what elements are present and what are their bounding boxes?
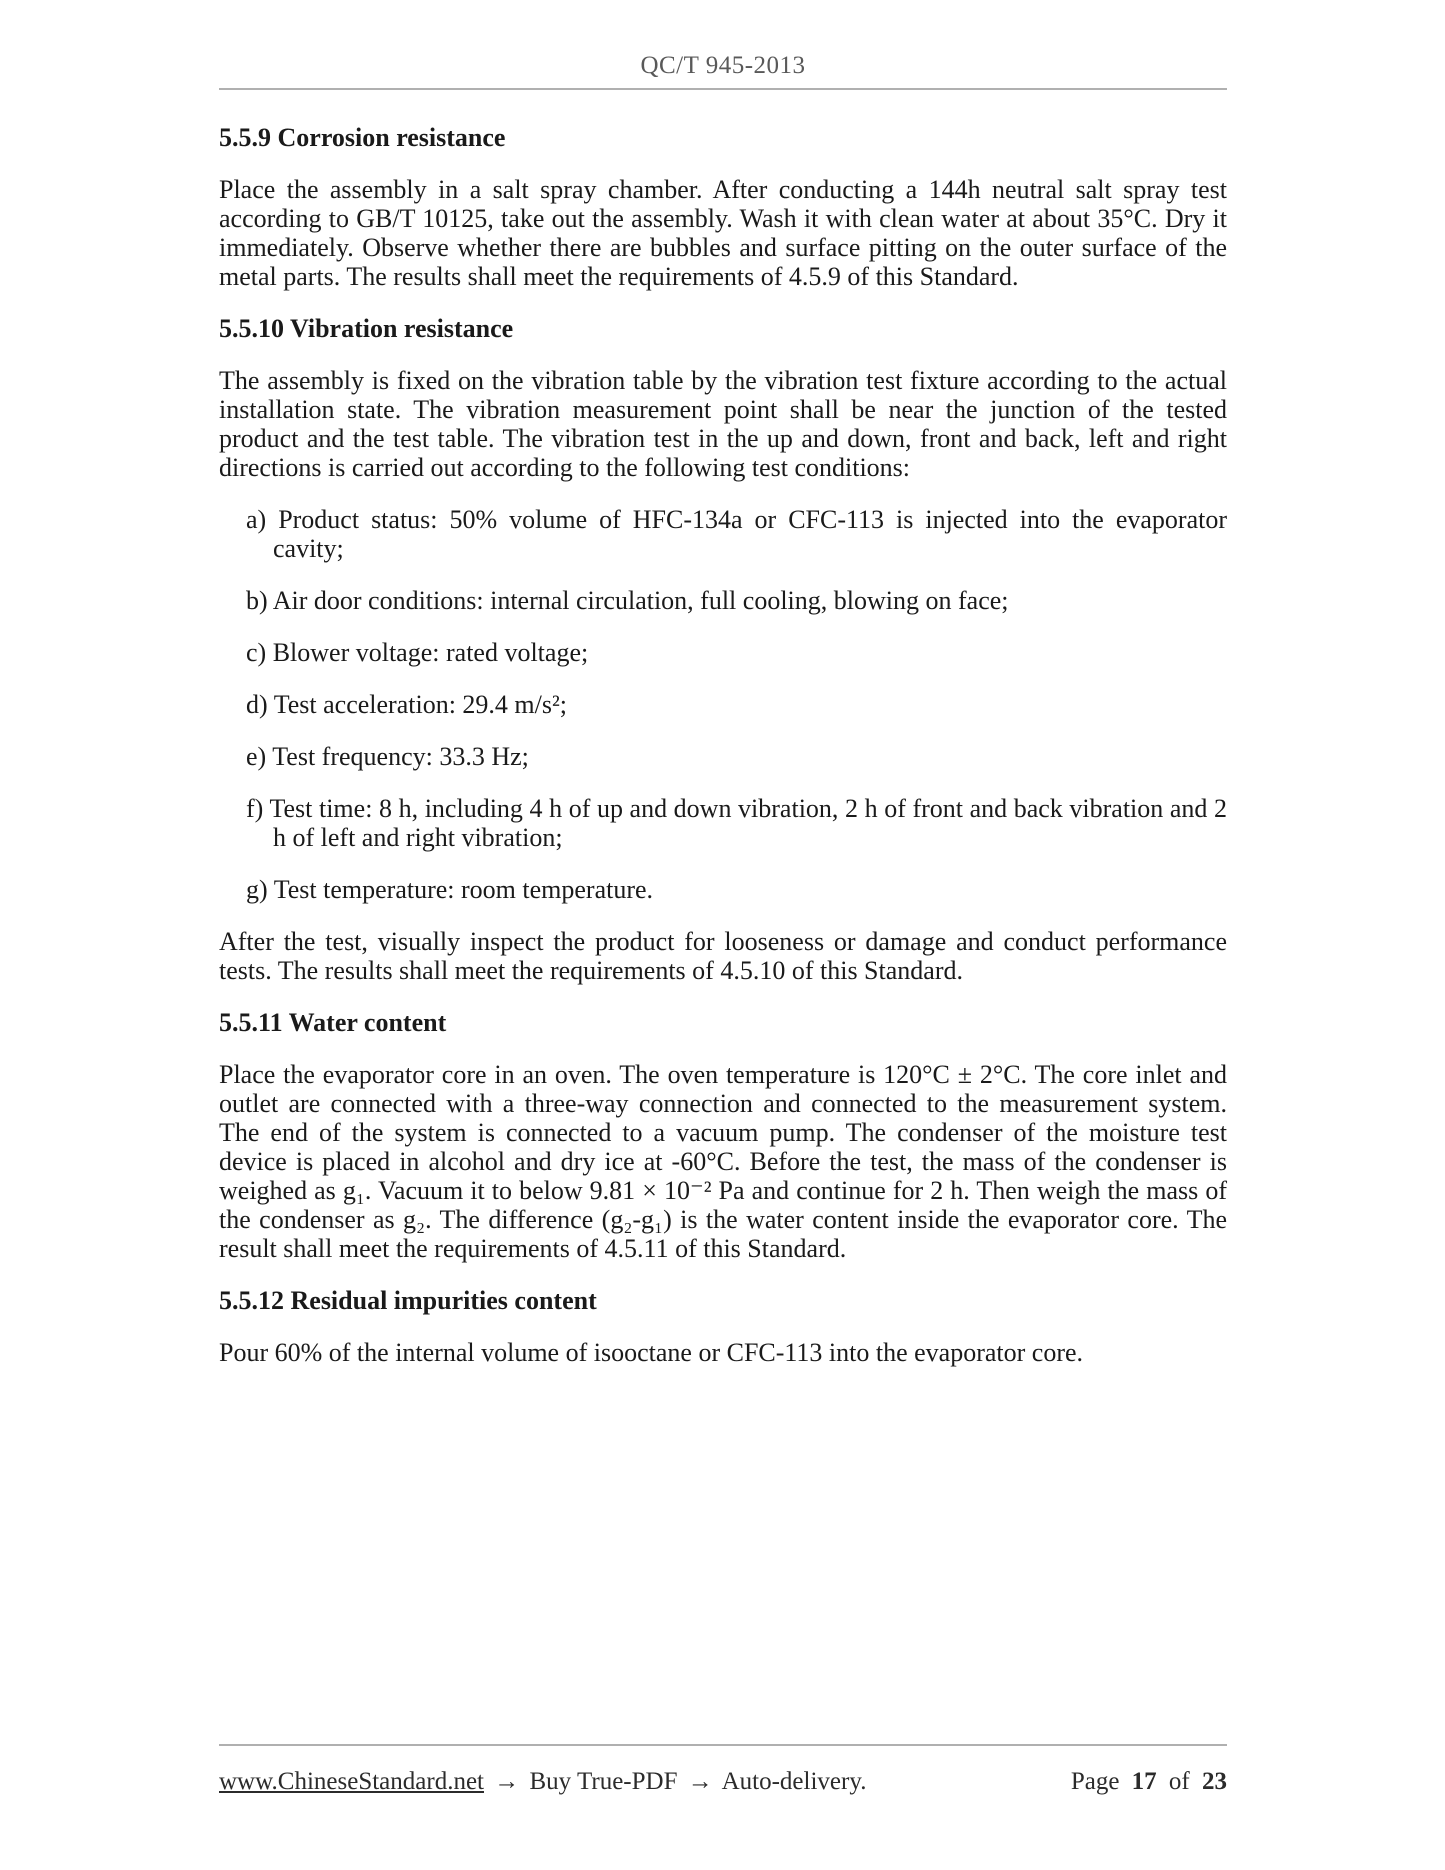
footer-divider [219, 1744, 1227, 1746]
page-label: Page [1070, 1768, 1120, 1795]
paragraph-after-vibration-test: After the test, visually inspect the product for looseness or damage and conduct performance tests. The results shall meet the requirements of 4.5.10 of this Standard. [219, 927, 1227, 985]
page-indicator [1065, 1768, 1227, 1796]
paragraph-residual-impurities: Pour 60% of the internal volume of isooctane or CFC-113 into the evaporator core. [219, 1338, 1084, 1367]
page-number: 17 [1131, 1768, 1157, 1795]
section-heading-5-5-11: 5.5.11 Water content [219, 1008, 447, 1037]
document-body [219, 100, 1227, 1390]
footer-row [219, 1768, 1227, 1796]
list-item-d: d) Test acceleration: 29.4 m/s²; [246, 690, 568, 719]
document-footer [219, 1744, 1227, 1796]
list-item-b: b) Air door conditions: internal circulation, full cooling, blowing on face; [246, 586, 1009, 615]
footer-promo [219, 1768, 870, 1796]
page-total: 23 [1202, 1768, 1227, 1795]
document-header [219, 0, 1227, 90]
list-item-c: c) Blower voltage: rated voltage; [246, 638, 589, 667]
of-label: of [1168, 1768, 1190, 1795]
paragraph-corrosion-resistance: Place the assembly in a salt spray chamber. After conducting a 144h neutral salt spray test according to GB/T 10125, take out the assembly. Wash it with clean water at about 35°C. Dry it immediately. Observe whether there are bubbles and surface pitting on the outer surface of the metal parts. The results shall meet the requirements of 4.5.9 of this Standard. [219, 175, 1227, 291]
header-divider [219, 88, 1227, 90]
header-standard-number: QC/T 945-2013 [640, 52, 806, 79]
section-heading-5-5-10: 5.5.10 Vibration resistance [219, 314, 514, 343]
list-item-a: a) Product status: 50% volume of HFC-134a or CFC-113 is injected into the evaporator cavity; [246, 505, 1227, 563]
list-item-f: f) Test time: 8 h, including 4 h of up and down vibration, 2 h of front and back vibration and 2 h of left and right vibration; [246, 794, 1227, 852]
list-item-e: e) Test frequency: 33.3 Hz; [246, 742, 529, 771]
list-item-g: g) Test temperature: room temperature. [246, 875, 654, 904]
paragraph-vibration-resistance: The assembly is fixed on the vibration table by the vibration test fixture according to the actual installation state. The vibration measurement point shall be near the junction of the tested product and the test table. The vibration test in the up and down, front and back, left and right directions is carried out according to the following test conditions: [219, 366, 1227, 482]
arrow-right-icon: → [687, 1768, 713, 1795]
arrow-right-icon: → [494, 1768, 520, 1795]
footer-buy-text: Buy True-PDF [529, 1768, 678, 1795]
footer-delivery-text: Auto-delivery. [721, 1768, 867, 1795]
paragraph-water-content: Place the evaporator core in an oven. The oven temperature is 120°C ± 2°C. The core inlet and outlet are connected with a three-way connection and connected to the measurement system. The end of the system is connected to a vacuum pump. The condenser of the moisture test device is placed in alcohol and dry ice at -60°C. Before the test, the mass of the condenser is weighed as g₁. Vacuum it to below 9.81 × 10⁻² Pa and continue for 2 h. Then weigh the mass of the condenser as g₂. The difference (g₂-g₁) is the water content inside the evaporator core. The result shall meet the requirements of 4.5.11 of this Standard. [219, 1060, 1227, 1263]
section-heading-5-5-12: 5.5.12 Residual impurities content [219, 1286, 597, 1315]
section-heading-5-5-9: 5.5.9 Corrosion resistance [219, 123, 506, 152]
footer-site-link[interactable]: www.ChineseStandard.net [219, 1768, 484, 1795]
